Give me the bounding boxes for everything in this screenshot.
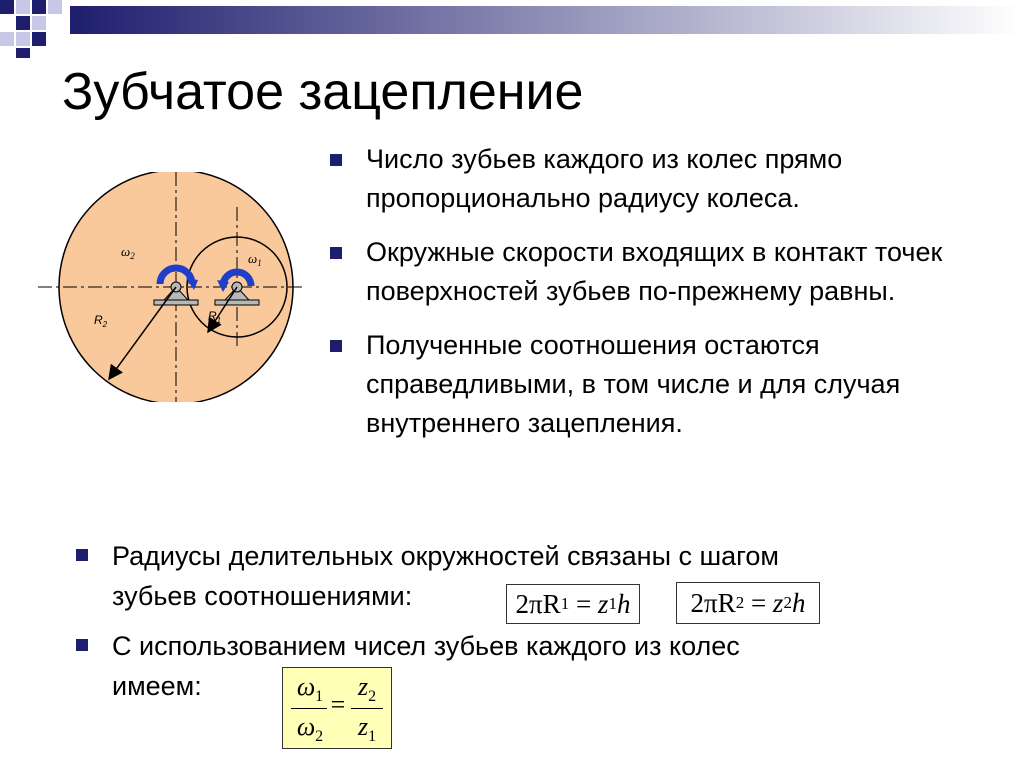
top-gradient-bar xyxy=(70,6,1020,34)
gear-mesh-diagram xyxy=(36,172,306,402)
pitch-line1: Радиусы делительных окружностей связаны с шагом xyxy=(112,541,779,571)
bullet-ratio xyxy=(74,626,740,706)
bullet-velocities-equal: Окружные скорости входящих в контакт точек поверхностей зубьев по-прежнему равны. xyxy=(328,233,988,311)
pitch-line2: зубьев соотношениями: xyxy=(112,581,413,611)
ratio-formula xyxy=(282,667,392,749)
bullet-teeth-proportional: Число зубьев каждого из колес прямо пропорционально радиусу колеса. xyxy=(328,140,988,218)
ratio-line2: имеем: xyxy=(112,671,202,701)
label-omega1: $\omega_1$ xyxy=(248,251,262,268)
bullet-pitch-radii xyxy=(74,536,779,616)
ratio-line1: С использованием чисел зубьев каждого из колес xyxy=(112,631,740,661)
ratio-den-right: $z_1$ xyxy=(357,712,377,746)
right-bullet-list xyxy=(328,140,988,458)
ratio-num-left: $\omega_1$ xyxy=(296,672,324,706)
ratio-equals: = xyxy=(330,690,346,719)
formula-r1: 2πR 1 = z 1 h xyxy=(506,584,640,624)
corner-decoration xyxy=(0,0,80,60)
label-omega2: $\omega_2$ xyxy=(121,244,135,261)
bullet-square-icon xyxy=(76,549,88,561)
label-r1: $R_1$ xyxy=(208,309,222,325)
bullet-internal-mesh: Полученные соотношения остаются справедливыми, в том числе и для случая внутреннего зацепления. xyxy=(328,326,988,443)
slide-title: Зубчатое зацепление xyxy=(62,63,584,121)
formula-r2: 2πR 2 = z 2 h xyxy=(676,582,820,624)
bullet-square-icon xyxy=(76,639,88,651)
ratio-num-right: $z_2$ xyxy=(357,672,377,706)
label-r2: $R_2$ xyxy=(94,313,108,329)
ratio-den-left: $\omega_2$ xyxy=(296,712,324,746)
